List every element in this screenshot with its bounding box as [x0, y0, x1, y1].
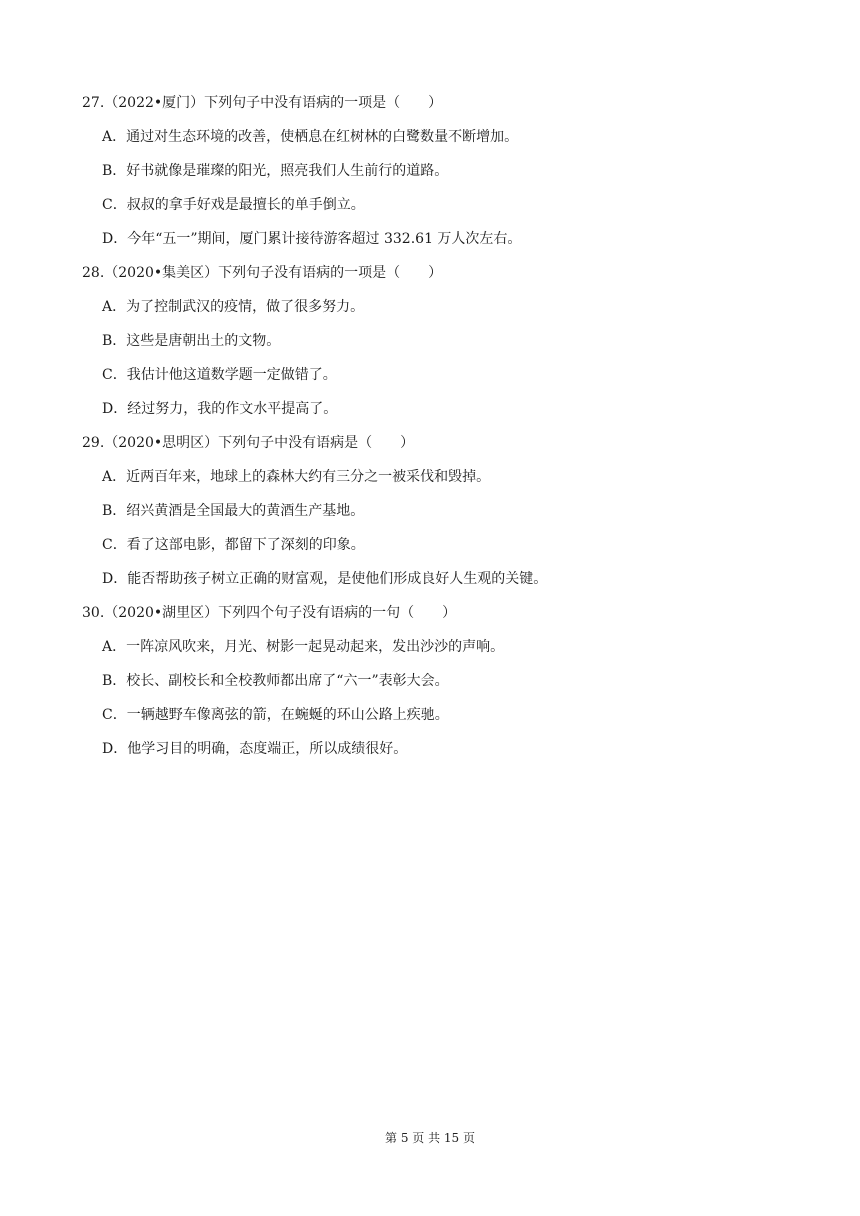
option-c: C．叔叔的拿手好戏是最擅长的单手倒立。	[102, 197, 365, 213]
question-stem: 27.（2022•厦门）下列句子中没有语病的一项是（ ）	[82, 95, 443, 111]
question-27	[82, 86, 782, 256]
option-c: C．看了这部电影，都留下了深刻的印象。	[102, 537, 365, 553]
question-stem: 29.（2020•思明区）下列句子中没有语病是（ ）	[82, 435, 415, 451]
option-a: A．近两百年来，地球上的森林大约有三分之一被采伐和毁掉。	[102, 469, 491, 485]
option-a: A．为了控制武汉的疫情，做了很多努力。	[102, 299, 365, 315]
option-a: A．一阵凉风吹来，月光、树影一起晃动起来，发出沙沙的声响。	[102, 639, 505, 655]
option-b: B．绍兴黄酒是全国最大的黄酒生产基地。	[102, 503, 365, 519]
question-30	[82, 596, 782, 766]
option-a: A．通过对生态环境的改善，使栖息在红树林的白鹭数量不断增加。	[102, 129, 519, 145]
option-c: C．一辆越野车像离弦的箭，在蜿蜒的环山公路上疾驰。	[102, 707, 449, 723]
option-b: B．这些是唐朝出土的文物。	[102, 333, 281, 349]
option-d: D．今年“五一”期间，厦门累计接待游客超过 332.61 万人次左右。	[102, 231, 522, 247]
option-b: B．校长、副校长和全校教师都出席了“六一”表彰大会。	[102, 673, 449, 689]
question-29	[82, 426, 782, 596]
option-d: D．经过努力，我的作文水平提高了。	[102, 401, 338, 417]
question-28	[82, 256, 782, 426]
question-stem: 28.（2020•集美区）下列句子没有语病的一项是（ ）	[82, 265, 443, 281]
question-list	[82, 86, 782, 766]
option-c: C．我估计他这道数学题一定做错了。	[102, 367, 337, 383]
page-number-footer: 第 5 页 共 15 页	[385, 1131, 475, 1145]
question-stem: 30.（2020•湖里区）下列四个句子没有语病的一句（ ）	[82, 605, 457, 621]
option-b: B．好书就像是璀璨的阳光，照亮我们人生前行的道路。	[102, 163, 449, 179]
option-d: D．能否帮助孩子树立正确的财富观，是使他们形成良好人生观的关键。	[102, 571, 548, 587]
option-d: D．他学习目的明确，态度端正，所以成绩很好。	[102, 741, 408, 757]
